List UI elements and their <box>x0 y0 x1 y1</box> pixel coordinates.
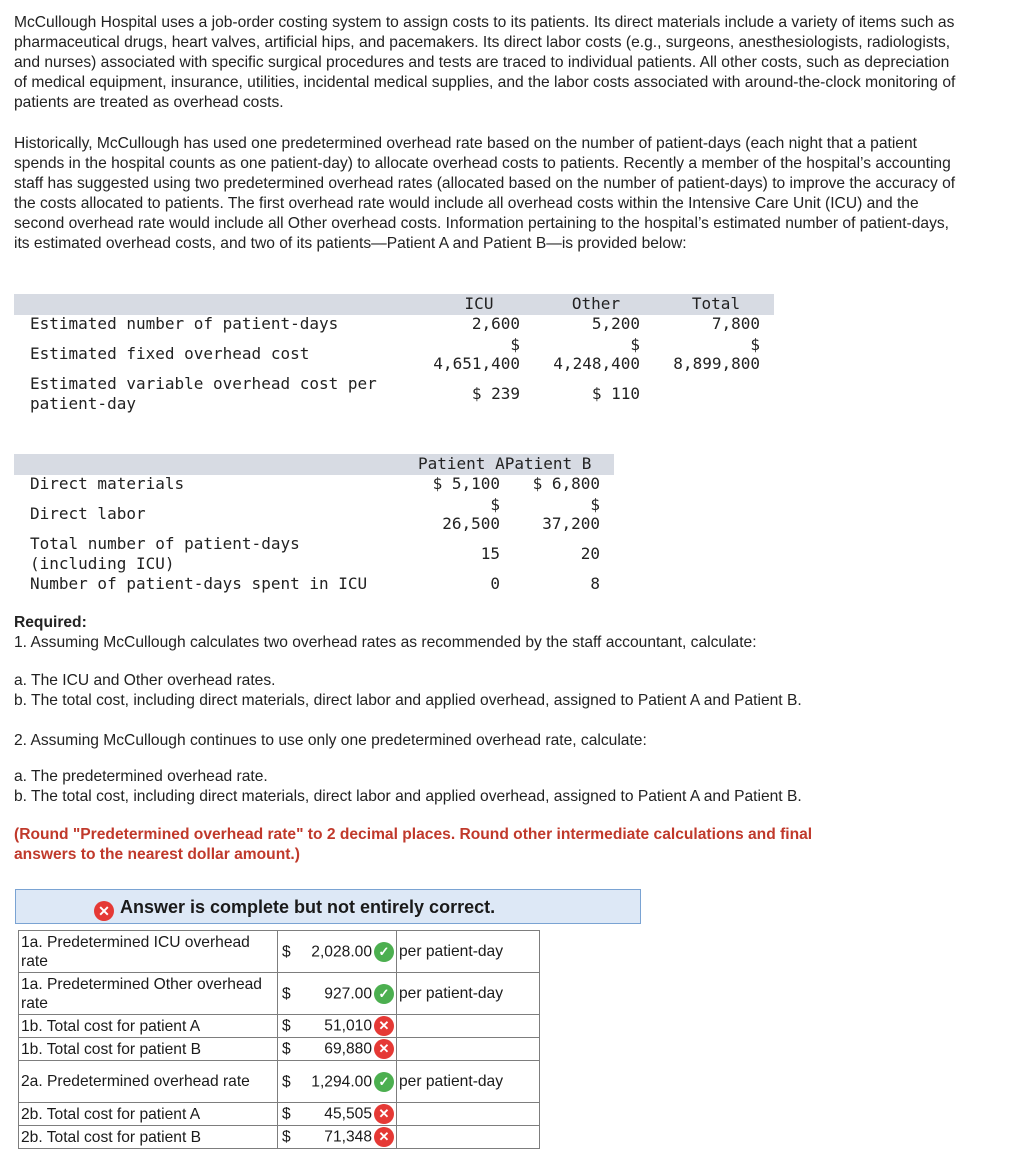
other-fixed-dollar: $ <box>630 335 640 354</box>
total-patient-days: 7,800 <box>711 314 760 333</box>
checkmark-icon: ✓ <box>374 942 394 962</box>
answer-value: 69,880 <box>324 1040 372 1058</box>
incorrect-x-icon: ✕ <box>374 1039 394 1059</box>
answer-unit <box>397 1126 540 1149</box>
dollar-sign: $ <box>282 1128 291 1146</box>
patient-b-icu-days: 8 <box>590 574 600 593</box>
answer-amount-input[interactable] <box>278 931 397 973</box>
answer-unit <box>397 1015 540 1038</box>
answer-amount-input[interactable] <box>278 1038 397 1061</box>
icu-variable-overhead: $ 239 <box>471 384 520 403</box>
dollar-sign: $ <box>282 1105 291 1123</box>
other-variable-overhead: $ 110 <box>591 384 640 403</box>
incorrect-x-icon: ✕ <box>94 901 114 921</box>
answer-amount-input[interactable] <box>278 1061 397 1103</box>
dollar-sign: $ <box>282 1040 291 1058</box>
patient-b-labor-dollar: $ <box>590 495 600 514</box>
dollar-sign: $ <box>282 985 291 1002</box>
dollar-sign: $ <box>282 943 291 960</box>
table-header-bar <box>14 294 774 315</box>
patient-a-labor-dollar: $ <box>490 495 500 514</box>
answer-amount-input[interactable] <box>278 973 397 1015</box>
col-header-icu: ICU <box>464 294 494 313</box>
answer-label: 2a. Predetermined overhead rate <box>19 1061 278 1103</box>
question-1b: b. The total cost, including direct materials, direct labor and applied overhead, assigned to Patient A and Patient B. <box>14 692 802 709</box>
row-label-direct-materials: Direct materials <box>30 474 185 493</box>
answer-value: 71,348 <box>324 1128 372 1146</box>
answer-row <box>19 1038 540 1061</box>
col-header-patients: Patient APatient B <box>418 454 592 473</box>
answer-value: 2,028.00 <box>311 943 372 960</box>
row-label-variable-overhead-2: patient-day <box>30 394 136 413</box>
answer-row <box>19 1126 540 1149</box>
patient-a-total-days: 15 <box>480 544 500 563</box>
intro-paragraph-1: McCullough Hospital uses a job-order costing system to assign costs to its patients. Its direct materials include a variety of items such as pharmaceutical drugs, heart valves, artificial hips, and pacemakers. Its direct labor costs (e.g., surgeons, anesthesiologists, radiologists, and nurses) associated with specific surgical procedures and tests are traced to individual patients. All other costs, such as depreciation of medical equipment, insurance, utilities, incidental medical supplies, and the labor costs associated with around-the-clock monitoring of patients are treated as overhead costs. <box>14 14 956 111</box>
answer-amount-input[interactable] <box>278 1015 397 1038</box>
answer-label: 2b. Total cost for patient B <box>19 1126 278 1149</box>
patient-b-direct-labor: 37,200 <box>542 514 600 533</box>
answer-value: 927.00 <box>324 985 372 1002</box>
incorrect-x-icon: ✕ <box>374 1104 394 1124</box>
answer-table <box>18 930 540 1149</box>
answer-unit: per patient-day <box>397 973 540 1015</box>
rounding-note-2: answers to the nearest dollar amount.) <box>14 846 300 863</box>
required-heading: Required: <box>14 614 87 631</box>
incorrect-x-icon: ✕ <box>374 1016 394 1036</box>
dollar-sign: $ <box>282 1017 291 1035</box>
row-label-patient-days: Estimated number of patient-days <box>30 314 339 333</box>
answer-value: 45,505 <box>324 1105 372 1123</box>
question-2: 2. Assuming McCullough continues to use only one predetermined overhead rate, calculate: <box>14 732 647 749</box>
answer-value: 51,010 <box>324 1017 372 1035</box>
answer-label: 1a. Predetermined Other overhead rate <box>19 973 278 1015</box>
dollar-sign: $ <box>282 1073 291 1090</box>
checkmark-icon: ✓ <box>374 1072 394 1092</box>
answer-unit: per patient-day <box>397 1061 540 1103</box>
answer-unit <box>397 1103 540 1126</box>
icu-fixed-dollar: $ <box>510 335 520 354</box>
col-header-other: Other <box>571 294 621 313</box>
answer-label: 1b. Total cost for patient B <box>19 1038 278 1061</box>
icu-fixed-overhead: 4,651,400 <box>433 354 520 373</box>
row-label-variable-overhead: Estimated variable overhead cost per <box>30 374 377 393</box>
answer-value: 1,294.00 <box>311 1073 372 1090</box>
checkmark-icon: ✓ <box>374 984 394 1004</box>
incorrect-x-icon: ✕ <box>374 1127 394 1147</box>
answer-label: 1b. Total cost for patient A <box>19 1015 278 1038</box>
rounding-note: (Round "Predetermined overhead rate" to 2 decimal places. Round other intermediate calculations and final <box>14 826 813 843</box>
answer-unit: per patient-day <box>397 931 540 973</box>
row-label-icu-days: Number of patient-days spent in ICU <box>30 574 368 593</box>
other-patient-days: 5,200 <box>591 314 640 333</box>
answer-row <box>19 973 540 1015</box>
total-fixed-dollar: $ <box>750 335 760 354</box>
answer-status-text: Answer is complete but not entirely correct. <box>120 897 496 917</box>
answer-label: 1a. Predetermined ICU overhead rate <box>19 931 278 973</box>
patient-a-direct-materials: $ 5,100 <box>432 474 500 493</box>
answer-amount-input[interactable] <box>278 1126 397 1149</box>
question-1: 1. Assuming McCullough calculates two overhead rates as recommended by the staff accountant, calculate: <box>14 634 757 651</box>
intro-paragraph-2: Historically, McCullough has used one predetermined overhead rate based on the number of patient-days (each night that a patient spends in the hospital counts as one patient-day) to allocate overhead costs to patients. Recently a member of the hospital’s accounting staff has suggested using two predetermined overhead rates (allocated based on the number of patient-days) to improve the accuracy of the costs allocated to patients. The first overhead rate would include all overhead costs within the Intensive Care Unit (ICU) and the second overhead rate would include all Other overhead costs. Information pertaining to the hospital’s estimated number of patient-days, its estimated overhead costs, and two of its patients—Patient A and Patient B—is provided below: <box>14 135 956 252</box>
answer-row <box>19 1103 540 1126</box>
icu-patient-days: 2,600 <box>471 314 520 333</box>
question-1a: a. The ICU and Other overhead rates. <box>14 672 276 689</box>
row-label-direct-labor: Direct labor <box>30 504 146 523</box>
other-fixed-overhead: 4,248,400 <box>553 354 640 373</box>
row-label-total-patient-days-2: (including ICU) <box>30 554 175 573</box>
answer-amount-input[interactable] <box>278 1103 397 1126</box>
row-label-fixed-overhead: Estimated fixed overhead cost <box>30 344 310 363</box>
patient-b-total-days: 20 <box>580 544 600 563</box>
question-2a: a. The predetermined overhead rate. <box>14 768 268 785</box>
question-2b: b. The total cost, including direct materials, direct labor and applied overhead, assigned to Patient A and Patient B. <box>14 788 802 805</box>
answer-label: 2b. Total cost for patient A <box>19 1103 278 1126</box>
patient-b-direct-materials: $ 6,800 <box>532 474 600 493</box>
answer-row <box>19 1015 540 1038</box>
answer-row <box>19 931 540 973</box>
row-label-total-patient-days: Total number of patient-days <box>30 534 300 553</box>
answer-unit <box>397 1038 540 1061</box>
total-fixed-overhead: 8,899,800 <box>673 354 760 373</box>
patient-a-direct-labor: 26,500 <box>442 514 500 533</box>
answer-row <box>19 1061 540 1103</box>
patient-a-icu-days: 0 <box>490 574 500 593</box>
col-header-total: Total <box>691 294 741 313</box>
answer-status-banner <box>15 889 641 924</box>
